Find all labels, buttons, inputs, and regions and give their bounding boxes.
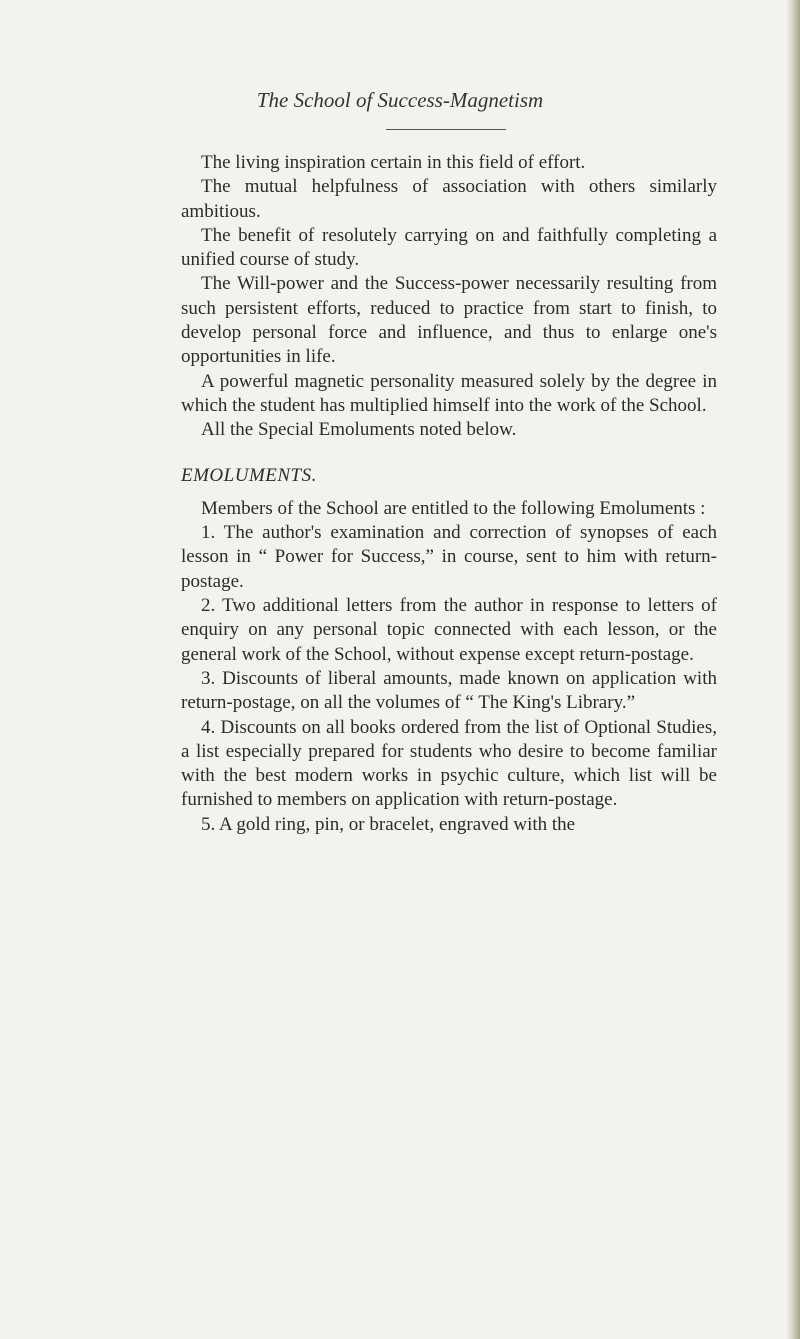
emolument-item: 5. A gold ring, pin, or bracelet, engraved with the [201,813,576,835]
emoluments-intro: Members of the School are entitled to the following Emoluments : [201,497,706,519]
emolument-item: 1. The author's examination and correction of synopses of each lesson in “ Power for Success,” in course, sent to him with return-postage. [181,522,717,592]
emolument-item: 2. Two additional letters from the author in response to letters of enquiry on any personal topic connected with each lesson, or the general work of the School, without expense except return-postage. [181,595,717,665]
benefit-paragraph: The Will-power and the Success-power necessarily resulting from such persistent efforts, reduced to practice from start to finish, to develop personal force and influence, and thus to enlarge one's opportunities in life. [181,273,717,368]
benefit-paragraph: The living inspiration certain in this field of effort. [201,152,586,173]
body-text [181,151,717,837]
header-rule [386,129,506,130]
benefit-paragraph: A powerful magnetic personality measured solely by the degree in which the student has multiplied himself into the work of the School. [181,370,717,416]
running-head: The School of Success-Magnetism [256,88,544,112]
emolument-item: 4. Discounts on all books ordered from the list of Optional Studies, a list especially prepared for students who desire to become familiar with the best modern works in psychic culture, which list will be furnished to members on application with return-postage. [181,716,717,811]
benefit-paragraph: The mutual helpfulness of association with others similarly ambitious. [181,176,717,222]
emolument-item: 3. Discounts of liberal amounts, made known on application with return-postage, on all the volumes of “ The King's Library.” [181,667,717,714]
page-edge-shadow [786,0,800,1339]
section-heading-emoluments: EMOLUMENTS. [181,464,317,486]
benefit-paragraph: The benefit of resolutely carrying on and faithfully completing a unified course of study. [181,224,717,271]
benefit-paragraph: All the Special Emoluments noted below. [201,419,517,441]
